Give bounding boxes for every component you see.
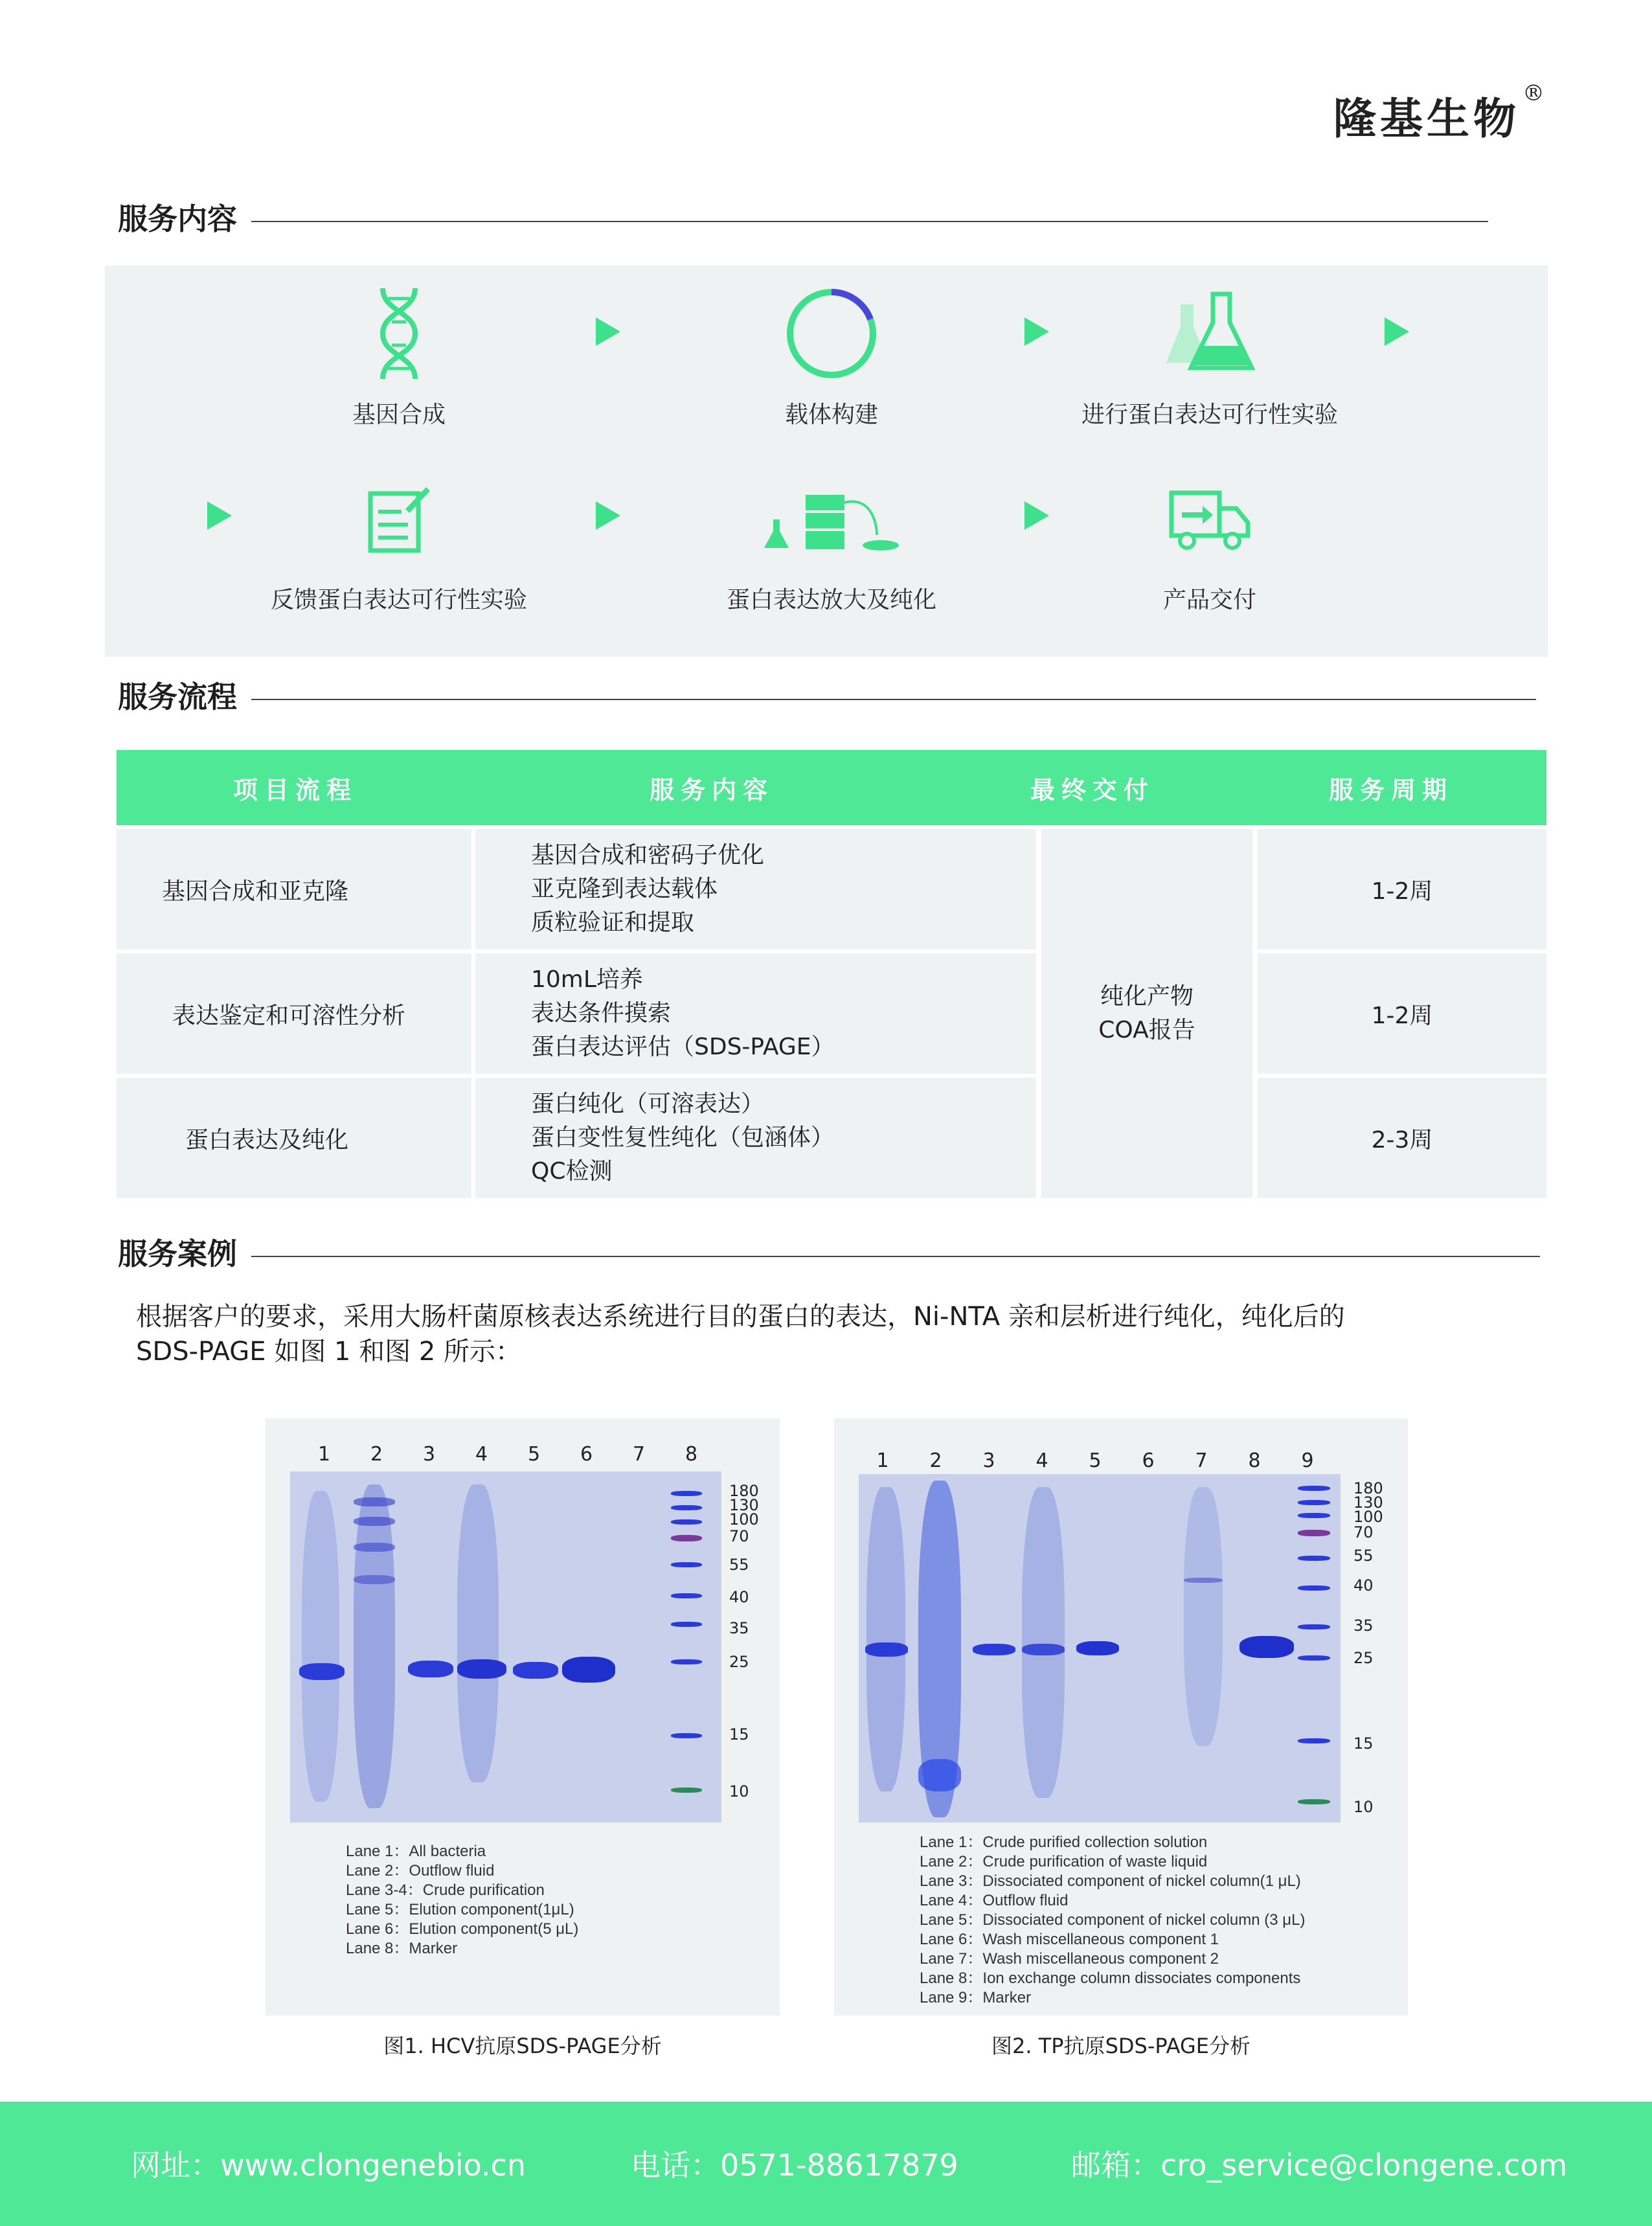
mw-label: 10 — [729, 1782, 749, 1800]
marker-band — [1298, 1513, 1330, 1518]
legend-line: Lane 1：All bacteria — [346, 1843, 486, 1860]
step-label: 进行蛋白表达可行性实验 — [1081, 402, 1338, 428]
plasmid-ring-icon — [783, 285, 880, 382]
brand-name: 隆基生物 — [1333, 93, 1520, 144]
marker-band — [671, 1788, 702, 1793]
marker-band — [671, 1535, 702, 1541]
gel-smear — [457, 1484, 499, 1782]
content-line: 质粒验证和提取 — [531, 909, 695, 936]
content-line: 蛋白表达评估（SDS-PAGE） — [531, 1034, 835, 1060]
section-service-content — [118, 196, 1488, 238]
step-label: 载体构建 — [784, 402, 878, 428]
figure-1-caption: 图1. HCV抗原SDS-PAGE分析 — [383, 2034, 662, 2058]
process-table — [117, 750, 1546, 1284]
service-steps-panel — [105, 266, 1548, 657]
gel-band-target — [457, 1659, 506, 1679]
content-line: 蛋白变性复性纯化（包涵体） — [531, 1124, 835, 1151]
marker-band — [671, 1562, 702, 1567]
mw-label: 25 — [729, 1653, 749, 1671]
content-line: 10mL培养 — [531, 966, 643, 993]
legend-line: Lane 8：Ion exchange column dissociates components — [920, 1970, 1301, 1987]
gel-band-target — [973, 1644, 1015, 1655]
case-line: SDS-PAGE 如图 1 和图 2 所示： — [136, 1337, 521, 1367]
mw-label: 25 — [1353, 1649, 1374, 1667]
gel-band-target — [299, 1663, 345, 1680]
case-description — [136, 1299, 1522, 1369]
legend-line: Lane 8：Marker — [346, 1940, 458, 1957]
header-content: 服务内容 — [649, 775, 774, 804]
table-row-period: 2-3周 — [1258, 1078, 1546, 1198]
gel-band — [354, 1543, 395, 1552]
mw-label: 180 — [729, 1482, 759, 1500]
legend-line: Lane 1：Crude purified collection solution — [920, 1834, 1208, 1851]
mw-label: 15 — [729, 1725, 749, 1743]
mw-label: 130 — [1353, 1493, 1383, 1512]
footer-email[interactable]: 邮箱：cro_service@clongene.com — [1071, 2148, 1568, 2183]
content-line: 表达条件摸索 — [531, 1000, 672, 1027]
arrow-right-icon — [596, 317, 620, 346]
mw-label: 35 — [1353, 1617, 1374, 1635]
step-label: 反馈蛋白表达可行性实验 — [270, 587, 527, 613]
lane-number: 8 — [1248, 1449, 1261, 1472]
section-rule — [251, 1256, 1540, 1257]
mw-label: 40 — [729, 1588, 749, 1606]
step-gene-synthesis — [218, 285, 580, 429]
legend-line: Lane 2：Outflow fluid — [346, 1862, 495, 1880]
case-line: 根据客户的要求，采用大肠杆菌原核表达系统进行目的蛋白的表达，Ni-NTA 亲和层析进行纯化，纯化后的 — [136, 1302, 1345, 1332]
marker-band — [1298, 1500, 1330, 1505]
mw-label: 100 — [1353, 1508, 1383, 1526]
section-rule — [251, 221, 1488, 222]
marker-band — [671, 1622, 702, 1627]
table-row-content — [475, 829, 1036, 949]
section-service-process — [118, 674, 1536, 716]
content-line: QC检测 — [531, 1158, 613, 1185]
step-vector-construction — [650, 285, 1013, 429]
header-deliverable: 最终交付 — [1030, 775, 1155, 804]
mw-label: 100 — [729, 1510, 759, 1528]
lane-number: 5 — [527, 1443, 541, 1466]
step-delivery — [1028, 470, 1391, 615]
table-row-item: 表达鉴定和可溶性分析 — [117, 953, 471, 1074]
mw-label: 55 — [1353, 1547, 1374, 1565]
step-expression-trial — [1028, 285, 1391, 429]
mw-label: 180 — [1353, 1479, 1383, 1497]
lane-number: 5 — [1089, 1449, 1102, 1472]
mw-label: 15 — [1353, 1734, 1374, 1753]
mw-label: 55 — [729, 1556, 749, 1574]
lane-number: 6 — [1142, 1449, 1155, 1472]
gel-band — [354, 1497, 395, 1506]
deliverable-line: COA报告 — [1098, 1017, 1195, 1043]
marker-band — [1298, 1799, 1330, 1804]
legend-line: Lane 6：Wash miscellaneous component 1 — [920, 1931, 1219, 1948]
legend-line: Lane 2：Crude purification of waste liquid — [920, 1853, 1208, 1870]
legend-line: Lane 3：Dissociated component of nickel column(1 μL) — [920, 1872, 1301, 1890]
bioreactor-icon — [760, 470, 903, 567]
gel-image-2 — [859, 1474, 1341, 1823]
registered-mark: ® — [1522, 80, 1548, 106]
gel-band-target — [408, 1661, 453, 1677]
legend-line: Lane 6：Elution component(5 μL) — [346, 1920, 579, 1938]
lane-number: 1 — [876, 1449, 889, 1472]
figure-2-card — [834, 1418, 1408, 2016]
table-body — [117, 829, 1546, 1284]
lane-number: 2 — [370, 1443, 383, 1466]
figure-1-legend — [346, 1842, 578, 1959]
lane-number: 7 — [632, 1443, 646, 1466]
mw-label: 70 — [729, 1527, 749, 1545]
mw-label: 40 — [1353, 1576, 1374, 1595]
marker-band — [1298, 1530, 1330, 1536]
figure-2-legend — [920, 1833, 1305, 2008]
marker-band — [1298, 1486, 1330, 1491]
marker-band — [671, 1491, 702, 1496]
lane-number: 4 — [475, 1443, 488, 1466]
arrow-right-icon — [596, 501, 620, 530]
lane-number: 6 — [580, 1443, 593, 1466]
marker-band — [1298, 1624, 1330, 1630]
marker-band — [1298, 1585, 1330, 1591]
lane-number: 7 — [1195, 1449, 1208, 1472]
table-row-item: 蛋白表达及纯化 — [117, 1078, 471, 1198]
gel-band-target — [1239, 1636, 1294, 1658]
lane-number: 2 — [929, 1449, 942, 1472]
footer-phone[interactable]: 电话：0571-88617879 — [631, 2148, 958, 2183]
lane-number: 4 — [1035, 1449, 1048, 1472]
section-title: 服务内容 — [118, 201, 237, 236]
gel-smear — [866, 1487, 905, 1791]
marker-band — [671, 1519, 702, 1525]
gel-band — [354, 1575, 395, 1584]
table-row-period: 1-2周 — [1258, 829, 1546, 949]
table-header — [117, 750, 1546, 825]
legend-line: Lane 3-4：Crude purification — [346, 1881, 545, 1899]
step-label: 蛋白表达放大及纯化 — [726, 587, 936, 613]
mw-label: 10 — [1353, 1798, 1374, 1816]
header-item: 项目流程 — [232, 775, 357, 804]
gel-band-target — [513, 1662, 558, 1679]
table-deliverable — [1041, 829, 1252, 1198]
lane-number: 1 — [317, 1443, 331, 1466]
legend-line: Lane 5：Elution component(1μL) — [346, 1901, 574, 1918]
lane-numbers — [856, 1449, 1334, 1472]
gel-band — [1184, 1578, 1223, 1583]
step-label: 基因合成 — [352, 402, 446, 428]
dna-icon — [350, 285, 447, 382]
lane-number: 9 — [1301, 1449, 1314, 1472]
table-row-period: 1-2周 — [1258, 953, 1546, 1074]
step-feedback — [218, 470, 580, 615]
brand-logo — [1333, 80, 1548, 146]
lane-number: 8 — [685, 1443, 698, 1466]
section-title: 服务流程 — [118, 679, 237, 714]
marker-band — [1298, 1556, 1330, 1561]
section-rule — [251, 699, 1536, 700]
marker-band — [671, 1733, 702, 1738]
gel-band-target — [1076, 1641, 1119, 1655]
table-row-content — [475, 1078, 1036, 1198]
step-scale-up-purification — [650, 470, 1013, 615]
table-row-item: 基因合成和亚克隆 — [117, 829, 471, 949]
gel-image-1 — [290, 1471, 721, 1823]
figure-2-caption: 图2. TP抗原SDS-PAGE分析 — [991, 2034, 1250, 2058]
mw-label: 130 — [729, 1496, 759, 1514]
legend-line: Lane 5：Dissociated component of nickel column (3 μL) — [920, 1911, 1306, 1929]
mw-label: 70 — [1353, 1523, 1374, 1541]
step-label: 产品交付 — [1162, 587, 1256, 613]
gel-band — [354, 1517, 395, 1526]
gel-smear — [354, 1484, 395, 1808]
marker-band — [671, 1593, 702, 1598]
marker-band — [671, 1659, 702, 1664]
gel-band-target — [865, 1642, 908, 1657]
table-row-content — [475, 953, 1036, 1074]
footer-website[interactable]: 网址：www.clongenebio.cn — [131, 2148, 526, 2183]
legend-line: Lane 9：Marker — [920, 1989, 1032, 2006]
marker-band — [671, 1505, 702, 1510]
mw-label: 35 — [729, 1619, 749, 1637]
gel-smear — [302, 1491, 339, 1802]
deliverable-line: 纯化产物 — [1100, 983, 1194, 1010]
lane-number: 3 — [982, 1449, 995, 1472]
gel-band-target — [1022, 1644, 1065, 1655]
lane-numbers — [298, 1443, 718, 1466]
flask-icon — [1161, 285, 1258, 382]
gel-band — [918, 1759, 961, 1791]
figure-1-card — [266, 1418, 780, 2016]
delivery-truck-icon — [1161, 470, 1258, 567]
legend-line: Lane 4：Outflow fluid — [920, 1892, 1069, 1909]
marker-band — [1298, 1655, 1330, 1661]
marker-band — [1298, 1738, 1330, 1743]
section-service-cases — [118, 1231, 1540, 1273]
footer-bar — [0, 2102, 1652, 2226]
report-edit-icon — [350, 470, 447, 567]
gel-smear — [1184, 1487, 1223, 1746]
gel-smear — [1022, 1487, 1065, 1798]
content-line: 基因合成和密码子优化 — [531, 842, 765, 869]
arrow-right-icon — [1385, 317, 1409, 346]
lane-number: 3 — [422, 1443, 436, 1466]
legend-line: Lane 7：Wash miscellaneous component 2 — [920, 1950, 1219, 1968]
content-line: 亚克隆到表达载体 — [531, 876, 718, 902]
section-title: 服务案例 — [118, 1236, 237, 1271]
gel-band-target — [562, 1657, 615, 1683]
header-period: 服务周期 — [1328, 775, 1453, 804]
content-line: 蛋白纯化（可溶表达） — [531, 1091, 765, 1117]
